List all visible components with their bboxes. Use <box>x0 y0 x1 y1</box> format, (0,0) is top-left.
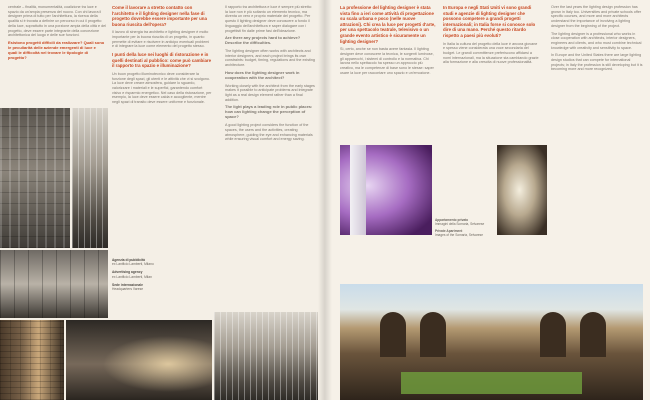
meta-2-label: Advertising agency <box>112 270 143 275</box>
caption-2-label: Private Apartment <box>435 229 463 233</box>
photo-lawn <box>401 372 583 394</box>
photo-staircase <box>214 312 318 400</box>
right-col-2 <box>443 5 539 140</box>
left-col3-q1: Are there any projects hard to achieve? Describe the difficulties. <box>225 35 301 46</box>
right-col-1 <box>340 5 436 140</box>
right-col3-body3: In Europe and the United States there are large lighting design studios that can compete for international projects; in Italy the profession is still developing but it is becoming more and more recognized. <box>551 53 643 72</box>
right-captions <box>435 218 495 252</box>
left-col3-q3: The light plays a leading role in public places: how can lighting change the perception of space? <box>225 104 313 120</box>
left-col3-body: Il rapporto tra architettura e luce è sempre più stretto: la luce non è più soltanto un elemento tecnico, ma diventa un vero e proprio materiale del progetto. Per questo il lighting designer deve conoscere a fondo il linguaggio dell'architettura e saper dialogare con i progettisti fin dalle prime fasi dell'ideazione. <box>225 5 312 33</box>
right-col2-question: In Europa e negli Stati Uniti vi sono grandi studi e agenzie di lighting designer che possono competere a grandi progetti internazionali; in Italia forse si conosce solo dire di una mano. Perché questo ritardo rispetto a paesi più evoluti? <box>443 5 536 38</box>
photo-corridor <box>497 145 547 235</box>
left-col3-body4: A good lighting project considers the function of the spaces, the users and the activities, creating atmosphere, guiding the eye and enhancing materials while ensuring visual comfort and energy saving. <box>225 123 313 142</box>
right-col2-body: In Italia la cultura del progetto della luce è ancora giovane e spesso viene considerata una voce secondaria del budget. Le grandi committenze preferiscono affidarsi a nomi internazionali, ma la situazione sta cambiando grazie alla formazione e alla crescita di nuove professionalità. <box>443 41 539 65</box>
meta-1-label: Agenzia di pubblicità <box>112 258 145 262</box>
left-col2-body1: Il lavoro di sinergia tra architetto e lighting designer è molto importante per la buona riuscita di un progetto, in quanto permette di evitare e risolvere in anticipo eventuali problemi e di integrare la luce come elemento del progetto stesso. <box>112 30 210 49</box>
left-col3-body3: Working closely with the architect from the early stages makes it possible to anticipate problems and integrate light as a real design element rather than a final addition. <box>225 83 315 102</box>
left-col2-question: Come il lavorare a stretto contatto con l'architetto e il lighting designer nella fase di progetto dovrebbe essere importante per una buona riuscita dell'opera? <box>112 5 207 27</box>
right-col3-body2: The lighting designer is a professional who works in close cooperation with architects, interior designers, engineers and clients, and who must combine technical knowledge with creativity and sensitivity to space. <box>551 31 642 50</box>
photo-courtyard <box>340 284 643 400</box>
photo-pillar <box>350 145 366 235</box>
left-col-3 <box>225 5 315 305</box>
caption-1-value: Immagini della Somaria, Selvarese <box>435 222 485 226</box>
left-col1-intro: centrale – finalità, monumentalità, coalizione tra luce e spazio da un'ampia presenza del nuovo. Con chi lavora il designer prima di tutto per l'architettura, la ricerca della qualità si è trovata a definire un percorso in cui il progetto della luce, soprattutto in una porzione ampia della città e del progetto, deve essere parte integrante della concezione architettonica del luogo e delle sue funzioni. <box>8 5 106 38</box>
right-page <box>325 0 650 400</box>
left-meta <box>112 258 212 318</box>
page-gutter <box>318 0 332 400</box>
right-col-3 <box>551 5 643 275</box>
photo-arch-4 <box>580 312 606 357</box>
right-col3-body: Over the last years the lighting design profession has grown in Italy too. Universities and private schools offer specific courses, and more and more architects understand the importance of involving a lighting designer from the beginning of the project. <box>551 5 642 28</box>
left-col2-question2: I punti della luce nei luoghi di ristorazione e in quelli destinati al pubblico: come può cambiare il rapporto tra spazio e illuminazione? <box>112 52 212 69</box>
photo-stone-wall <box>0 320 64 400</box>
left-col-1 <box>8 5 106 105</box>
right-col1-body: Sì, certo, anche se non basta avere fantasia. Il lighting designer deve conoscere la tecnica, le sorgenti luminose, gli apparecchi, i sistemi di controllo e la normativa. Chi lavora nello spettacolo ha spesso un approccio più creativo, ma le competenze di base sono le stesse: saper usare la luce per raccontare uno spazio e un'emozione. <box>340 47 434 75</box>
photo-glass-atrium <box>72 108 108 248</box>
photo-arch-2 <box>420 312 446 357</box>
caption-2-value: Images of the Somaria, Selvarese <box>435 233 484 237</box>
meta-3-label: Sede internazionale <box>112 282 143 287</box>
right-col1-question: La professione del lighting designer è stata vista fino a ieri come attività di progettazione su scala urbana e poco (nelle nuove attrazioni). Chi crea la luce per progetti d'arte, per una spettacolo teatrale, televisivo o un grande evento artistico è sicuramente un lighting designer? <box>340 5 436 44</box>
left-col2-body2: Un buon progetto illuminotecnico deve considerare la funzione degli spazi, gli utenti e le attività che vi si svolgono. La luce deve creare atmosfera, guidare lo sguardo, valorizzare i materiali e le superfici, garantendo comfort visivo e risparmio energetico. Nel caso della ristorazione, per esempio, la luce deve essere calda e accogliente, mentre negli spazi di transito deve essere uniforme e funzionale. <box>112 71 212 105</box>
left-col3-body2: The lighting designer often works with architects and interior designers, and each project brings its own constraints: budget, timing, regulations and the existing architecture. <box>225 49 315 68</box>
photo-arch-1 <box>380 312 406 357</box>
photo-industrial-facade <box>0 108 70 248</box>
caption-1-label: Appartamento privato <box>435 218 469 222</box>
photo-purple-interior <box>340 145 432 235</box>
meta-1-value: ex Lanificio Lamberti, Milano <box>112 262 154 267</box>
left-col-2 <box>112 5 212 255</box>
photo-lit-hall <box>66 320 212 400</box>
meta-3-value: Headquarters Varese <box>112 287 144 292</box>
left-col1-question: Esistono progetti difficili da realizzare? Quali sono le peculiarità delle aziende emergenti di luce e quali le difficoltà nel trovare le tipologie di progetto? <box>8 39 105 60</box>
left-col3-q2: How does the lighting designer work in cooperation with the architect? <box>225 69 300 80</box>
photo-arch-3 <box>540 312 566 357</box>
photo-walkway <box>0 250 108 318</box>
meta-2-value: ex Lanificio Lamberti, Milan <box>112 274 152 279</box>
